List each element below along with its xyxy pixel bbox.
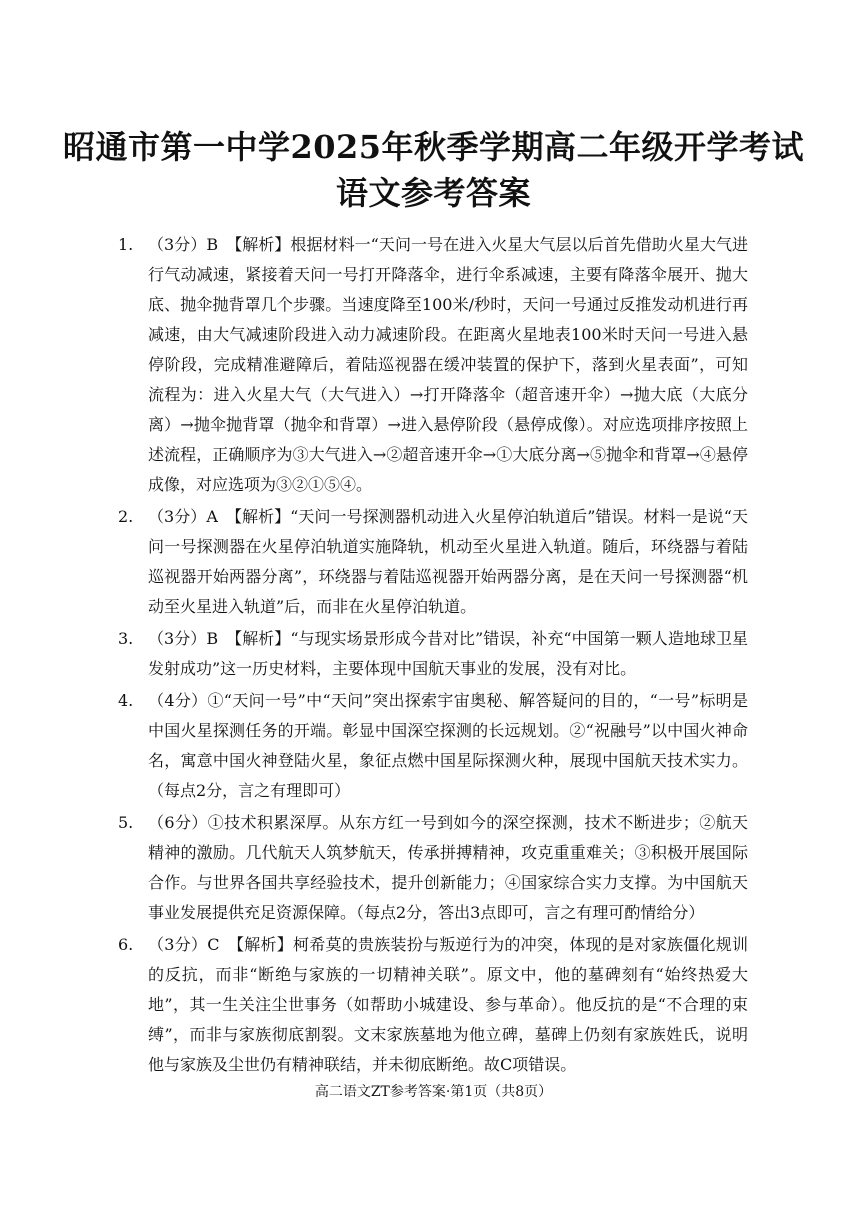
answer-item-3 [118,624,748,684]
answer-number: 5. [118,813,134,832]
answer-item-1 [118,230,748,500]
answer-item-6 [118,930,748,1080]
page-footer: 高二语文ZT参考答案·第1页（共8页） [314,1084,553,1100]
answer-text: （4分）①“天问一号”中“天问”突出探索宇宙奥秘、解答疑问的目的，“一号”标明是中国火星探测任务的开端。彰显中国深空探测的长远规划。②“祝融号”以中国火神命名，寓意中国火神登陆火星，象征点燃中国星际探测火种，展现中国航天技术实力。（每点2分，言之有理即可） [148,691,748,800]
answer-item-4 [118,686,748,806]
answer-number: 6. [118,935,134,954]
answer-number: 2. [118,507,134,526]
answer-number: 3. [118,629,134,648]
document-subtitle: 语文参考答案 [335,174,531,212]
answer-text: （3分）A 【解析】“天问一号探测器机动进入火星停泊轨道后”错误。材料一是说“天问一号探测器在火星停泊轨道实施降轨，机动至火星进入轨道。随后，环绕器与着陆巡视器开始两器分离”，环绕器与着陆巡视器开始两器分离，是在天问一号探测器“机动至火星进入轨道”后，而非在火星停泊轨道。 [148,507,748,616]
answer-list [118,230,748,1082]
title-block [0,124,867,216]
answer-number: 1. [118,235,134,254]
answer-text: （3分）B 【解析】根据材料一“天问一号在进入火星大气层以后首先借助火星大气进行气动减速，紧接着天问一号打开降落伞，进行伞系减速，主要有降落伞展开、抛大底、抛伞抛背罩几个步骤。当速度降至100米/秒时，天问一号通过反推发动机进行再减速，由大气减速阶段进入动力减速阶段。在距离火星地表100米时天问一号进入悬停阶段，完成精准避障后，着陆巡视器在缓冲装置的保护下，落到火星表面”，可知流程为：进入火星大气（大气进入）→打开降落伞（超音速开伞）→抛大底（大底分离）→抛伞抛背罩（抛伞和背罩）→进入悬停阶段（悬停成像）。对应选项排序按照上述流程，正确顺序为③大气进入→②超音速开伞→①大底分离→⑤抛伞和背罩→④悬停成像，对应选项为③②①⑤④。 [148,235,748,494]
answer-text: （6分）①技术积累深厚。从东方红一号到如今的深空探测，技术不断进步；②航天精神的激励。几代航天人筑梦航天，传承拼搏精神，攻克重重难关；③积极开展国际合作。与世界各国共享经验技术，提升创新能力；④国家综合实力支撑。为中国航天事业发展提供充足资源保障。（每点2分，答出3点即可，言之有理可酌情给分） [148,813,748,922]
answer-text: （3分）C 【解析】柯希莫的贵族装扮与叛逆行为的冲突，体现的是对家族僵化规训的反抗，而非“断绝与家族的一切精神关联”。原文中，他的墓碑刻有“始终热爱大地”，其一生关注尘世事务（如帮助小城建设、参与革命）。他反抗的是“不合理的束缚”，而非与家族彻底割裂。文末家族墓地为他立碑，墓碑上仍刻有家族姓氏，说明他与家族及尘世仍有精神联结，并未彻底断绝。故C项错误。 [148,935,748,1074]
answer-number: 4. [118,691,134,710]
answer-item-2 [118,502,748,622]
document-title: 昭通市第一中学2025年秋季学期高二年级开学考试 [62,128,805,166]
answer-item-5 [118,808,748,928]
answer-text: （3分）B 【解析】“与现实场景形成今昔对比”错误，补充“中国第一颗人造地球卫星发射成功”这一历史材料，主要体现中国航天事业的发展，没有对比。 [148,629,748,678]
